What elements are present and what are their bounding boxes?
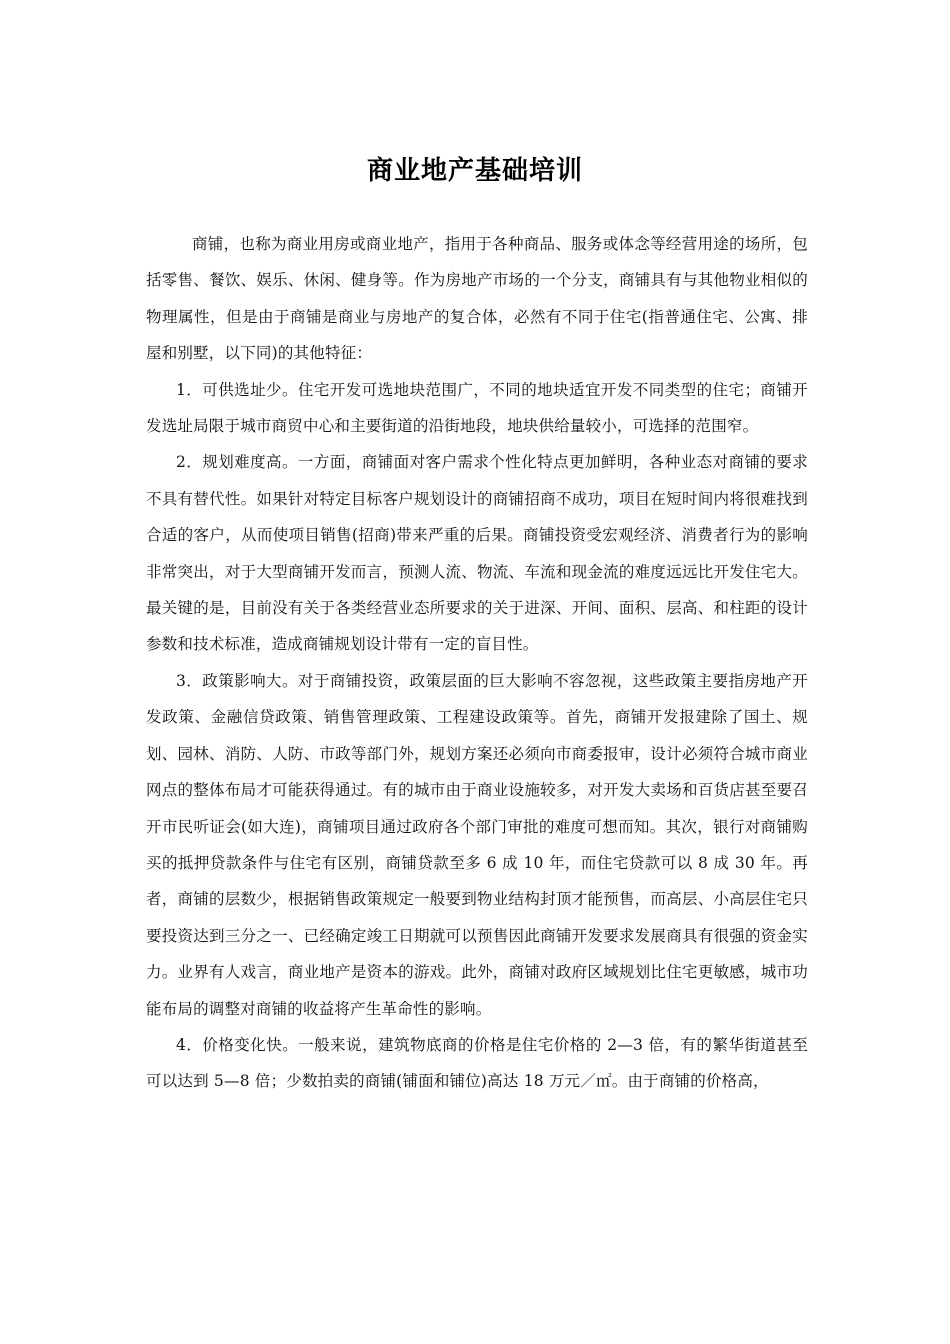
intro-paragraph: 商铺，也称为商业用房或商业地产，指用于各种商品、服务或体念等经营用途的场所，包括零售、餐饮、娱乐、休闲、健身等。作为房地产市场的一个分支，商铺具有与其他物业相似的物理属性，但是由于商铺是商业与房地产的复合体，必然有不同于住宅(指普通住宅、公寓、排屋和别墅，以下同)的其他特征： — [146, 235, 808, 363]
point-1-paragraph: 1．可供选址少。住宅开发可选地块范围广，不同的地块适宜开发不同类型的住宅；商铺开发选址局限于城市商贸中心和主要街道的沿街地段，地块供给量较小，可选择的范围窄。 — [146, 380, 808, 436]
point-4-paragraph: 4．价格变化快。一般来说，建筑物底商的价格是住宅价格的 2—3 倍，有的繁华街道甚至可以达到 5—8 倍；少数拍卖的商铺(铺面和铺位)高达 18 万元／㎡。由于商铺的价格高， — [146, 1035, 808, 1091]
document-title: 商业地产基础培训 — [366, 156, 583, 187]
point-3-paragraph: 3．政策影响大。对于商铺投资，政策层面的巨大影响不容忽视，这些政策主要指房地产开发政策、金融信贷政策、销售管理政策、工程建设政策等。首先，商铺开发报建除了国土、规划、园林、消防、人防、市政等部门外，规划方案还必须向市商委报审，设计必须符合城市商业网点的整体布局才可能获得通过。有的城市由于商业设施较多，对开发大卖场和百货店甚至要召开市民听证会(如大连)，商铺项目通过政府各个部门审批的难度可想而知。其次，银行对商铺购买的抵押贷款条件与住宅有区别，商铺贷款至多 6 成 10 年，而住宅贷款可以 8 成 30 年。再者，商铺的层数少，根据销售政策规定一般要到物业结构封顶才能预售，而高层、小高层住宅只要投资达到三分之一、已经确定竣工日期就可以预售因此商铺开发要求发展商具有很强的资金实力。业界有人戏言，商业地产是资本的游戏。此外，商铺对政府区域规划比住宅更敏感，城市功能布局的调整对商铺的收益将产生革命性的影响。 — [146, 671, 808, 1018]
point-2-paragraph: 2．规划难度高。一方面，商铺面对客户需求个性化特点更加鲜明，各种业态对商铺的要求不具有替代性。如果针对特定目标客户规划设计的商铺招商不成功，项目在短时间内将很难找到合适的客户，从而使项目销售(招商)带来严重的后果。商铺投资受宏观经济、消费者行为的影响非常突出，对于大型商铺开发而言，预测人流、物流、车流和现金流的难度远远比开发住宅大。最关键的是，目前没有关于各类经营业态所要求的关于进深、开间、面积、层高、和柱距的设计参数和技术标准，造成商铺规划设计带有一定的盲目性。 — [146, 453, 808, 654]
document-body — [146, 226, 808, 1100]
